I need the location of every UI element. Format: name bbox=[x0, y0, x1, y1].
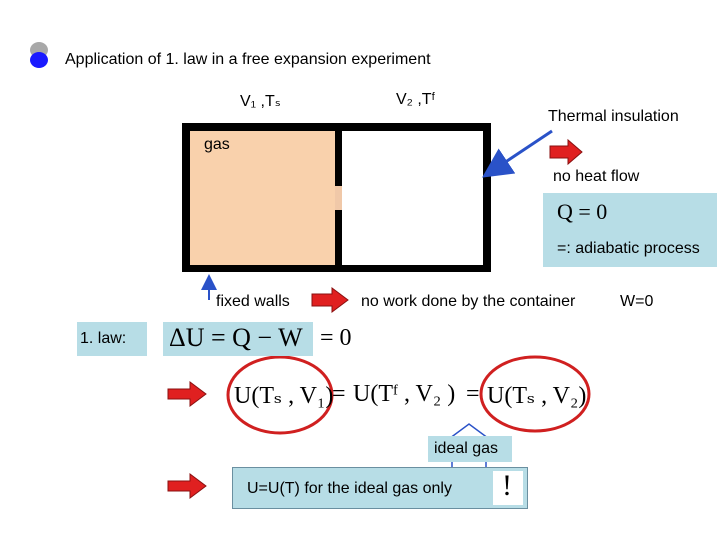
energy-middle-term: U(Tᶠ , V₂ ) bbox=[353, 381, 456, 407]
insulation-pointer-arrow bbox=[492, 131, 552, 171]
ideal-gas-label: ideal gas bbox=[434, 440, 499, 457]
energy-left-term: U(Tₛ , V₁) bbox=[234, 383, 334, 409]
work-zero-label: W=0 bbox=[620, 293, 654, 310]
adiabatic-box bbox=[543, 193, 717, 267]
equals-zero: = 0 bbox=[320, 325, 352, 351]
final-state-label: V₂ ,Tᶠ bbox=[396, 91, 436, 108]
thermal-insulation-label: Thermal insulation bbox=[548, 108, 679, 125]
conclusion-text: U=U(T) for the ideal gas only bbox=[247, 480, 452, 497]
ideal-gas-box bbox=[428, 436, 512, 462]
slide-title: Application of 1. law in a free expansion experiment bbox=[65, 51, 431, 68]
red-arrow-icon bbox=[168, 474, 206, 498]
red-arrow-icon bbox=[168, 382, 206, 406]
exclamation-box bbox=[493, 471, 523, 505]
energy-right-term: U(Tₛ , V₂) bbox=[487, 383, 587, 409]
first-law-equation: ΔU = Q − W bbox=[169, 323, 303, 352]
no-heat-flow-label: no heat flow bbox=[553, 168, 640, 185]
gas-label: gas bbox=[204, 136, 230, 153]
energy-equals-2: = bbox=[466, 381, 480, 407]
partition-opening bbox=[335, 186, 342, 210]
first-law-equation-box bbox=[163, 322, 313, 356]
exclamation-mark: ! bbox=[502, 469, 512, 502]
red-arrow-icon bbox=[550, 140, 582, 164]
conclusion-box bbox=[232, 467, 528, 509]
initial-state-label: V₁ ,Tₛ bbox=[240, 93, 281, 110]
slide-bullet-icon bbox=[30, 42, 48, 68]
heat-equation: Q = 0 bbox=[557, 199, 608, 224]
adiabatic-process-label: =: adiabatic process bbox=[557, 240, 700, 257]
first-law-label: 1. law: bbox=[80, 330, 127, 347]
energy-equals-1: = bbox=[332, 381, 346, 407]
no-work-label: no work done by the container bbox=[361, 293, 576, 310]
fixed-walls-label: fixed walls bbox=[216, 293, 290, 310]
first-law-label-box bbox=[77, 322, 147, 356]
vacuum-chamber bbox=[342, 131, 483, 265]
red-arrow-icon bbox=[312, 288, 348, 312]
